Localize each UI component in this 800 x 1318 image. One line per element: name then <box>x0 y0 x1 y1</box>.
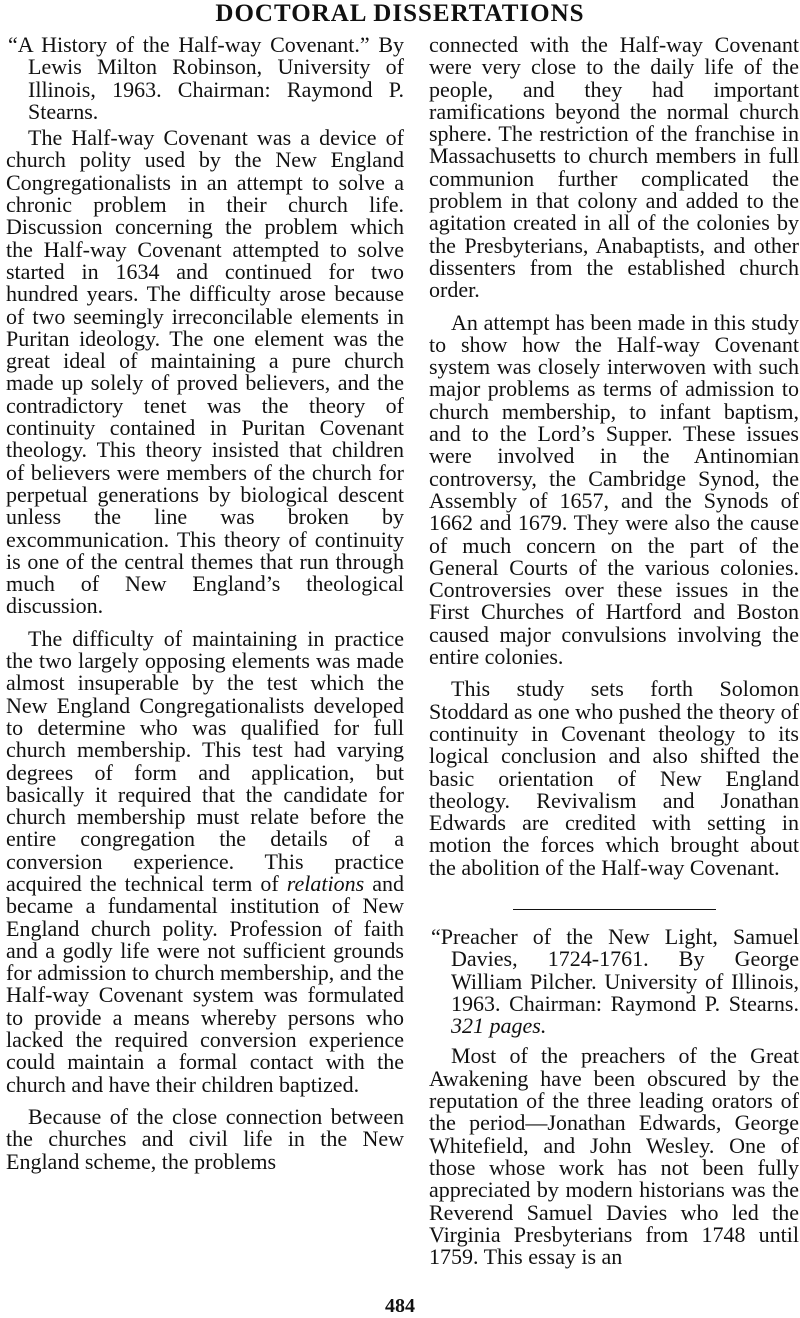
paragraph-text: and became a fundamental institution of New England church polity. Profession of faith and a godly life were not sufficient grounds for admission to church membership, and the Half-way Covenant system was formulated to provide a means whereby persons who lacked the required conversion experience could maintain a formal contact with the church and have their children baptized. <box>6 870 404 1097</box>
paragraph: The Half-way Covenant was a device of church polity used by the New England Congregationalists in an attempt to solve a chronic problem in their church life. Discussion concerning the problem which the Half-way Covenant attempted to solve started in 1634 and continued for two hundred years. The difficulty arose because of two seemingly irreconcilable elements in Puritan ideology. The one element was the great ideal of maintaining a pure church made up solely of proved believers, and the contradictory tenet was the theory of continuity contained in Puritan Covenant theology. This theory insisted that children of believers were members of the church for perpetual generations by biological descent unless the line was broken by excommunication. This theory of continuity is one of the central themes that run through much of New England’s theological discussion. <box>6 125 404 619</box>
section-divider <box>513 909 716 910</box>
running-header: DOCTORAL DISSERTATIONS <box>215 0 585 27</box>
dissertation-heading-1: “A History of the Half-way Covenant.” By Lewis Milton Robinson, University of Illinois, 1963. Chairman: Raymond P. Stearns. <box>8 32 404 124</box>
dissertation-heading-2 <box>429 923 799 1039</box>
left-column <box>6 34 404 1173</box>
right-column <box>429 34 799 1268</box>
paragraph: This study sets forth Solomon Stoddard as one who pushed the theory of continuity in Covenant theology to its logical conclusion and also shifted the basic orientation of New England theology. Revivalism and Jonathan Edwards are credited with setting in motion the forces which brought about the abolition of the Half-way Covenant. <box>429 676 799 880</box>
paragraph: Because of the close connection between the churches and civil life in the New England scheme, the problems <box>6 1103 404 1174</box>
paragraph: Most of the preachers of the Great Awakening have been obscured by the reputation of the three leading orators of the period—Jonathan Edwards, George Whitefield, and John Wesley. One of those whose work has not been fully appreciated by modern historians was the Reverend Samuel Davies who led the Virginia Presbyterians from 1748 until 1759. This essay is an <box>429 1043 799 1270</box>
page-number: 484 <box>385 1295 415 1317</box>
paragraph: connected with the Half-way Covenant were very close to the daily life of the people, and they had important ramifications beyond the normal church sphere. The restriction of the franchise in Massachusetts to church members in full communion further complicated the problem in that colony and added to the agitation created in all of the colonies by the Presbyterians, Anabaptists, and other dissenters from the established church order. <box>429 32 799 303</box>
paragraph <box>6 625 404 1097</box>
italic-term: relations <box>286 870 365 896</box>
heading-text: “Preacher of the New Light, Samuel Davies, 1724-1761. By George William Pilcher. University of Illinois, 1963. Chairman: Raymond P. Stearns. <box>431 923 799 1016</box>
page-count: 321 pages. <box>451 1013 547 1039</box>
paragraph: An attempt has been made in this study to show how the Half-way Covenant system was closely interwoven with such major problems as terms of admission to church membership, to infant baptism, and to the Lord’s Supper. These issues were involved in the Antinomian controversy, the Cambridge Synod, the Assembly of 1657, and the Synods of 1662 and 1679. They were also the cause of much concern on the part of the General Courts of the various colonies. Controversies over these issues in the First Churches of Hartford and Boston caused major convulsions involving the entire colonies. <box>429 309 799 670</box>
paragraph-text: The difficulty of maintaining in practice the two largely opposing elements was made almost insuperable by the test which the New England Congregationalists developed to determine who was qualified for full church membership. This test had varying degrees of form and application, but basically it required that the candidate for church membership must relate before the entire congregation the details of a conversion experience. This practice acquired the technical term of <box>6 625 404 896</box>
